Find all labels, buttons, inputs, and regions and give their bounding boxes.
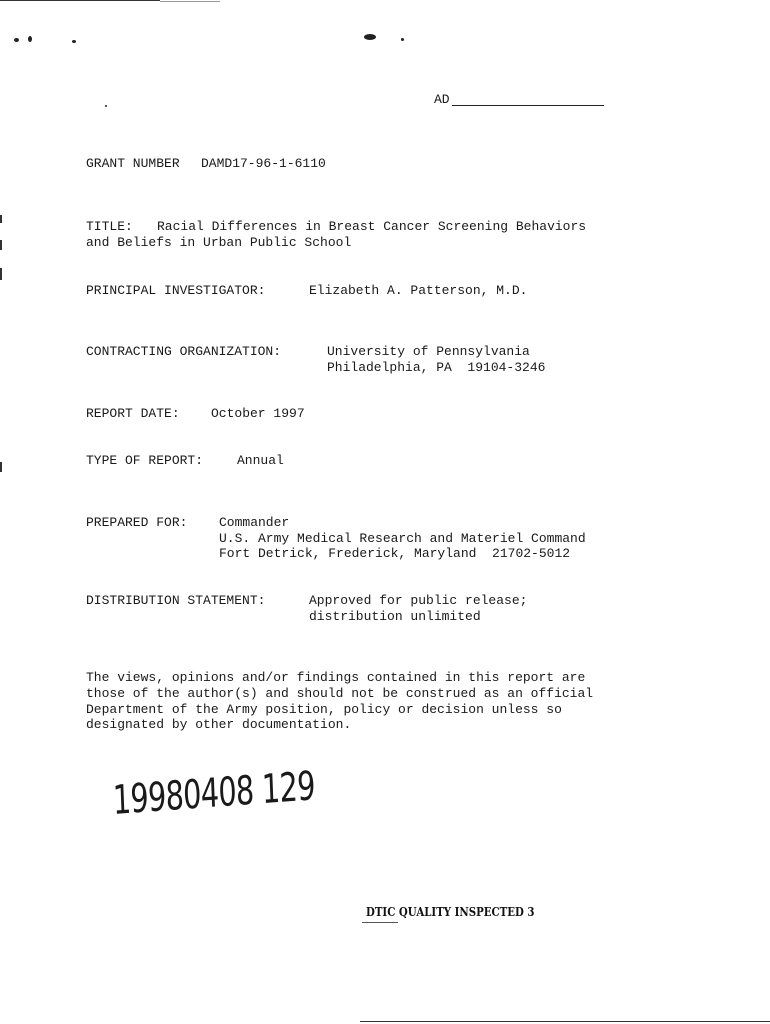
distribution-line-2: distribution unlimited bbox=[309, 609, 481, 624]
scan-edge-mark bbox=[0, 462, 2, 472]
prepared-for-line-2: U.S. Army Medical Research and Materiel Command bbox=[219, 531, 586, 546]
title-label: TITLE: bbox=[86, 219, 133, 234]
organization-line-2: Philadelphia, PA 19104-3246 bbox=[327, 360, 546, 375]
organization-line-1: University of Pennsylvania bbox=[327, 344, 530, 359]
scan-speck bbox=[364, 34, 376, 40]
scan-edge-mark bbox=[0, 215, 2, 223]
report-type-value: Annual bbox=[237, 453, 284, 468]
investigator-label: PRINCIPAL INVESTIGATOR: bbox=[86, 283, 266, 298]
dtic-underline bbox=[362, 922, 398, 923]
disclaimer-line-3: Department of the Army position, policy or decision unless so bbox=[86, 702, 562, 717]
grant-number-label: GRANT NUMBER bbox=[86, 156, 180, 171]
scan-speck bbox=[72, 40, 76, 43]
investigator-value: Elizabeth A. Patterson, M.D. bbox=[309, 283, 528, 298]
disclaimer-line-2: those of the author(s) and should not be construed as an official bbox=[86, 686, 594, 701]
prepared-for-line-1: Commander bbox=[219, 515, 290, 530]
report-type-label: TYPE OF REPORT: bbox=[86, 453, 204, 468]
disclaimer-line-4: designated by other documentation. bbox=[86, 717, 352, 732]
scan-edge-mark bbox=[0, 268, 2, 280]
scan-speck bbox=[401, 38, 404, 41]
scan-edge-line bbox=[360, 1021, 770, 1022]
ad-number-blank bbox=[452, 105, 604, 106]
distribution-label: DISTRIBUTION STATEMENT: bbox=[86, 593, 266, 608]
scan-edge-line bbox=[0, 0, 160, 1]
scan-speck bbox=[14, 38, 19, 42]
disclaimer-line-1: The views, opinions and/or findings contained in this report are bbox=[86, 670, 586, 685]
report-date-value: October 1997 bbox=[211, 406, 305, 421]
ad-label: AD bbox=[434, 92, 450, 107]
organization-label: CONTRACTING ORGANIZATION: bbox=[86, 344, 282, 359]
distribution-line-1: Approved for public release; bbox=[309, 593, 528, 608]
prepared-for-label: PREPARED FOR: bbox=[86, 515, 188, 530]
grant-number-value: DAMD17-96-1-6110 bbox=[201, 156, 326, 171]
title-line-1: Racial Differences in Breast Cancer Screening Behaviors bbox=[157, 219, 587, 234]
scan-edge-line bbox=[160, 1, 220, 2]
scan-edge-mark bbox=[0, 240, 2, 250]
dtic-quality-stamp: DTIC QUALITY INSPECTED 3 bbox=[366, 905, 535, 919]
report-date-label: REPORT DATE: bbox=[86, 406, 180, 421]
accession-number-stamp: 19980408 129 bbox=[112, 763, 316, 824]
scan-speck bbox=[105, 105, 107, 107]
title-line-2: and Beliefs in Urban Public School bbox=[86, 235, 352, 250]
scan-speck bbox=[28, 36, 32, 42]
prepared-for-line-3: Fort Detrick, Frederick, Maryland 21702-5012 bbox=[219, 546, 571, 561]
